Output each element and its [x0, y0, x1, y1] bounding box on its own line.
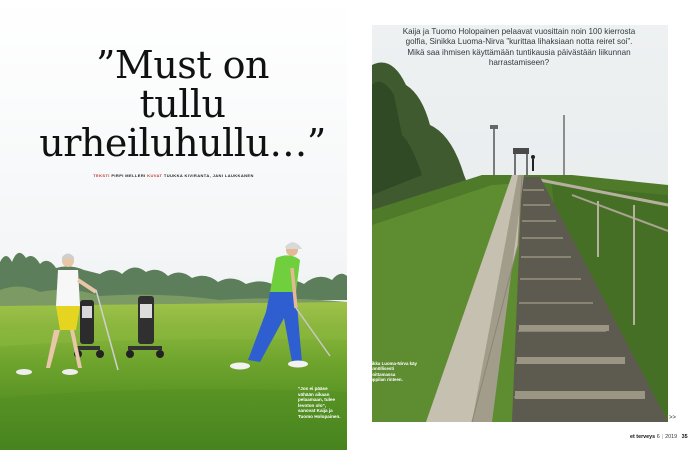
page-number: 35	[681, 434, 688, 440]
photo-credit-label: KUVAT	[147, 173, 163, 178]
headline-line-2: tullu	[139, 82, 226, 126]
continue-marker: >>	[669, 415, 677, 421]
issue-year: 2019	[665, 434, 678, 440]
right-photo-caption: Sinikka Luoma-Nirva käy säännöllisesti valloittamassa Jouppilan rinteen.	[365, 361, 417, 383]
text-credit-label: TEKSTI	[93, 173, 110, 178]
text-credit-author: PIRPI MELLERI	[111, 173, 146, 178]
page-footer: et terveys 6 | 2019 35	[630, 434, 688, 440]
issue-number: 6	[656, 434, 660, 440]
headline-line-3: urheiluhullu…”	[39, 121, 326, 165]
headline	[18, 43, 347, 165]
right-page	[347, 0, 694, 450]
byline	[0, 173, 347, 178]
magazine-name: et terveys	[630, 434, 656, 440]
article-lead: Kaija ja Tuomo Holopainen pelaavat vuosittain noin 100 kierrosta golfia, Sinikka Luoma-Nirva ”kurittaa lihaksiaan notta reiret soi”. Mikä saa ihmisen käyttämään tuntikausia päivästään liikunnan harrastamiseen?	[402, 27, 636, 68]
left-photo-caption: ”Jos ei pääse vähään aikaan pelaamaan, tulee levoton olo”, sanovat Kaija ja Tuomo Holopainen.	[298, 386, 341, 419]
photo-credit-authors: TUUKKA KIVIRANTA, JANI LAUKKANEN	[163, 173, 254, 178]
headline-line-1: ”Must on	[95, 43, 269, 87]
